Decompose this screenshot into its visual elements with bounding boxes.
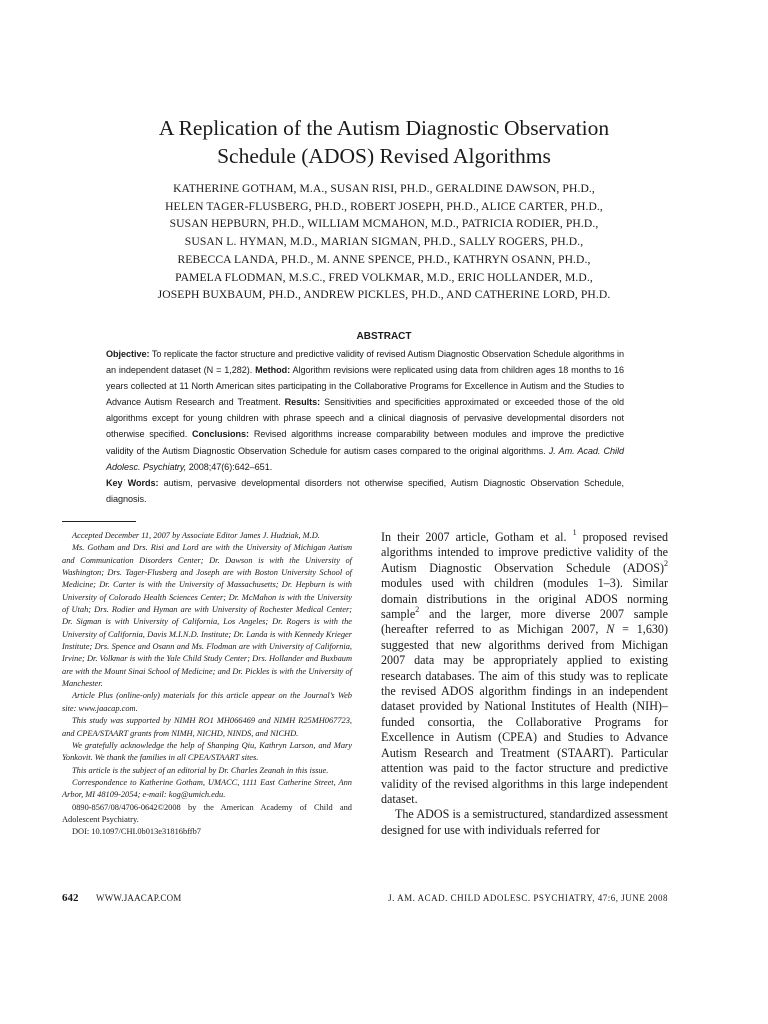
reference-superscript[interactable]: 1 [572,527,577,537]
main-body-column [381,527,668,838]
journal-website-link[interactable]: WWW.JAACAP.COM [96,893,182,903]
footnote-acknowledgments: We gratefully acknowledge the help of Shanping Qiu, Kathryn Larson, and Mary Yonkovit. We thank the families in all CPEA/STAART sites. [62,740,352,763]
author-line: SUSAN L. HYMAN, M.D., MARIAN SIGMAN, PH.D., SALLY ROGERS, PH.D., [184,235,584,249]
citation-reference: 2008;47(6):642–651. [188,461,273,472]
footnote-funding: This study was supported by NIMH RO1 MH066469 and NIMH R25MH067723, and CPEA/STAART grants from NIMH, NICHD, NINDS, and NICHD. [62,716,352,738]
page-footer [62,891,668,905]
body-text-run: = 1,630) suggested that new algorithms derived from Michigan 2007 data may be appropriately applied to existing research databases. The aim of this study was to replicate the revised ADOS algorithm findings in an independent dataset provided by National Institutes of Health (NIH)–funded consortia, the Collaborative Programs for Excellence in Autism (CPEA) and Studies to Advance Autism Research and Treatment (STAART). Particular attention was paid to the factor structure and predictive validity of the revised algorithms in this large independent dataset. [381,622,668,806]
title-line-1: A Replication of the Autism Diagnostic Observation [158,116,610,140]
author-line: REBECCA LANDA, PH.D., M. ANNE SPENCE, PH.D., KATHRYN OSANN, PH.D., [177,252,591,266]
footnote-copyright: 0890-8567/08/4706-0642©2008 by the American Academy of Child and Adolescent Psychiatry. [62,802,352,824]
footnote-editorial: This article is the subject of an editorial by Dr. Charles Zeanah in this issue. [72,765,329,775]
journal-citation: J. AM. ACAD. CHILD ADOLESC. PSYCHIATRY, 47:6, JUNE 2008 [388,893,668,903]
author-line: KATHERINE GOTHAM, M.A., SUSAN RISI, PH.D., GERALDINE DAWSON, PH.D., [173,182,595,195]
page-number: 642 [62,892,79,904]
author-list [90,180,678,304]
body-paragraph-1 [381,527,668,807]
body-text-run: modules used with children (modules 1–3). Similar domain distributions in the original ADOS norming sample [381,576,668,622]
title-line-2: Schedule (ADOS) Revised Algorithms [217,144,551,168]
citation-journal: J. Am. Acad. Child Adolesc. Psychiatry, [106,445,624,472]
abstract-body [106,346,624,507]
method-text: Algorithm revisions were replicated using data from children ages 18 months to 16 years collected at 11 North American sites participating in the Collaborative Programs for Excellence in Autism and the Studies to Advance Autism Research and Treatment. [106,365,624,408]
reference-superscript[interactable]: 2 [664,558,668,568]
footnotes [62,530,352,839]
author-line: JOSEPH BUXBAUM, PH.D., ANDREW PICKLES, PH.D., AND CATHERINE LORD, PH.D. [157,288,611,302]
footnote-divider [62,521,136,522]
footnote-affiliations: Ms. Gotham and Drs. Risi and Lord are with the University of Michigan Autism and Communication Disorders Center; Dr. Dawson is with the University of Washington; Drs. Tager-Flusberg and Joseph are with Boston University School of Medicine; Dr. Carter is with the University of Massachusetts; Dr. Hepburn is with University of Colorado Health Sciences Center; Dr. McMahon is with the University of Utah; Drs. Rodier and Hyman are with University of Rochester Medical Center; Dr. Sigman is with University of California, Los Angeles; Dr. Rogers is with the University of California, Davis M.I.N.D. Institute; Dr. Landa is with Kennedy Krieger Institute; Drs. Spence and Osann and Ms. Flodman are with University of California, Irvine; Dr. Volkmar is with the Yale Child Study Center; Drs. Hollander and Buxbaum are with the Mount Sinai School of Medicine; and Dr. Pickles is with the University of Manchester. [62,543,352,689]
reference-superscript[interactable]: 2 [415,605,420,614]
abstract-heading: ABSTRACT [356,331,412,342]
body-text-run: In their 2007 article, Gotham et al. [381,530,573,544]
author-line: HELEN TAGER-FLUSBERG, PH.D., ROBERT JOSEPH, PH.D., ALICE CARTER, PH.D., [165,199,603,213]
sample-size-symbol: N [606,622,615,637]
keywords-text: autism, pervasive developmental disorders not otherwise specified, Autism Diagnostic Observation Schedule, diagnosis. [106,477,624,504]
footnote-accepted: Accepted December 11, 2007 by Associate Editor James J. Hudziak, M.D. [72,531,320,540]
footnote-doi: DOI: 10.1097/CHI.0b013e31816bffb7 [72,827,201,837]
results-label: Results: [284,397,321,408]
keywords-label: Key Words: [106,477,159,488]
method-label: Method: [255,365,291,376]
article-title [100,114,668,170]
objective-label: Objective: [106,349,150,359]
results-text: Sensitivities and specificities approximated or exceeded those of the old algorithms except for young children with phrase speech and a clinical diagnosis of pervasive developmental disorders not otherwise specified. [106,397,624,440]
conclusions-label: Conclusions: [192,429,250,440]
conclusions-text: Revised algorithms increase comparability between modules and improve the predictive validity of the Autism Diagnostic Observation Schedule for autism cases compared to the original algorithms. [106,429,624,456]
body-text-run: proposed revised algorithms intended to improve predictive validity of the Autism Diagnostic Observation Schedule (ADOS) [381,530,668,575]
footnote-correspondence: Correspondence to Katherine Gotham, UMACC, 1111 East Catherine Street, Ann Arbor, MI 48109-2054; e-mail: kog@umich.edu. [62,777,352,800]
body-paragraph-2: The ADOS is a semistructured, standardized assessment designed for use with individuals referred for [381,807,668,837]
body-text-run: and the larger, more diverse 2007 sample (hereafter referred to as Michigan 2007, [381,607,668,637]
author-line: SUSAN HEPBURN, PH.D., WILLIAM MCMAHON, M.D., PATRICIA RODIER, PH.D., [169,217,599,231]
author-line: PAMELA FLODMAN, M.S.C., FRED VOLKMAR, M.D., ERIC HOLLANDER, M.D., [175,270,593,284]
footnote-article-plus: Article Plus (online-only) materials for this article appear on the Journal’s Web site: www.jaacap.com. [62,691,352,713]
objective-text: To replicate the factor structure and predictive validity of revised Autism Diagnostic Observation Schedule algorithms in an independent dataset (N = 1,282). [106,349,624,376]
